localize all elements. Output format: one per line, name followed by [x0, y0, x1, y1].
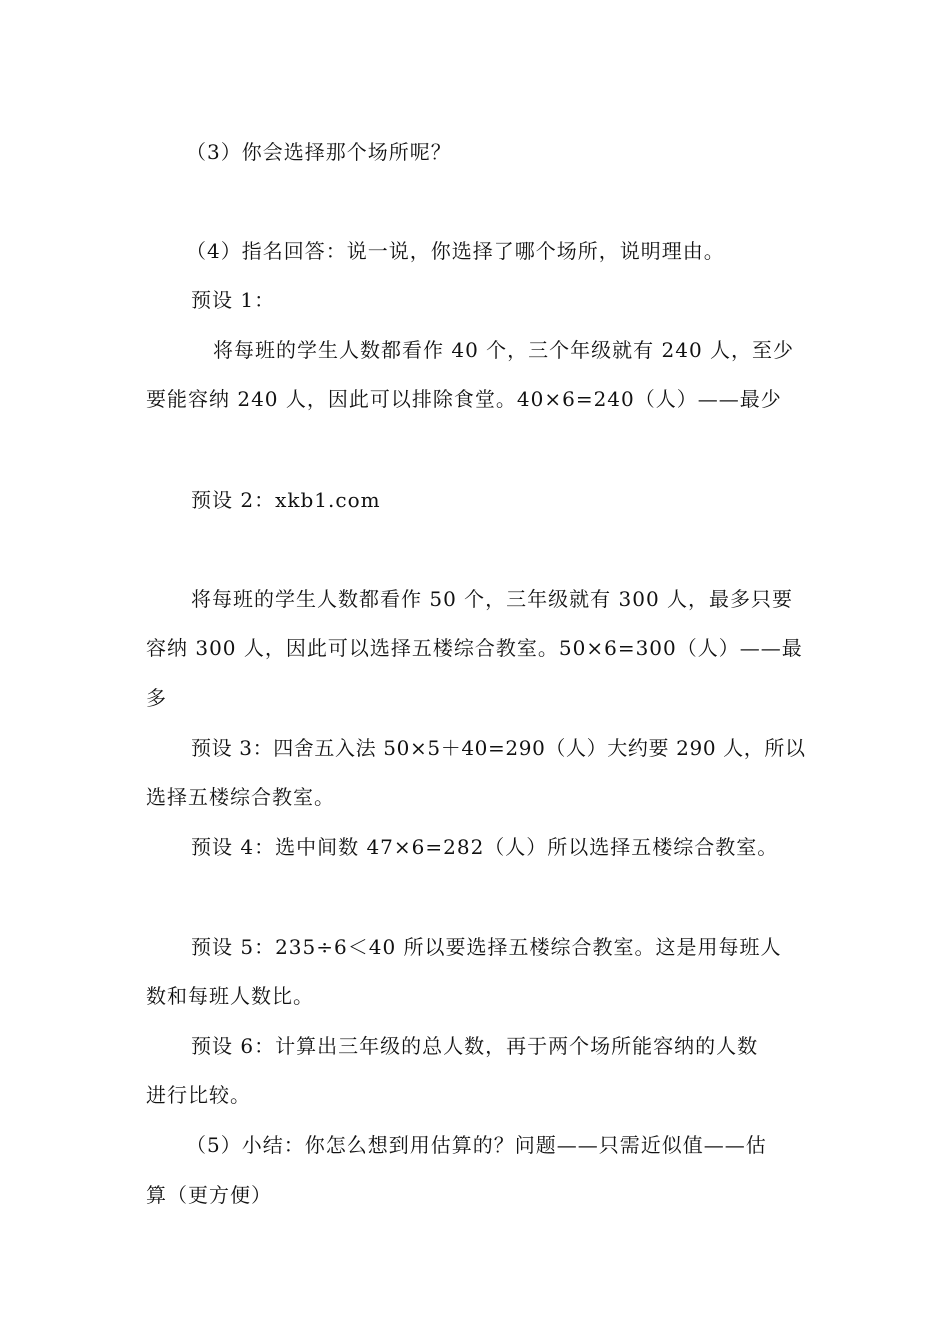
- text-line-preset3-2: 选择五楼综合教室。: [146, 785, 335, 809]
- text-line-preset1-heading: 预设 1：: [191, 288, 276, 312]
- text-line-preset5-1: 预设 5：235÷6＜40 所以要选择五楼综合教室。这是用每班人: [191, 935, 782, 959]
- text-line-preset2-body-2: 容纳 300 人，因此可以选择五楼综合教室。50×6=300（人）——最: [146, 636, 803, 660]
- text-line-preset6-1: 预设 6：计算出三年级的总人数，再于两个场所能容纳的人数: [191, 1034, 759, 1058]
- text-line-preset6-2: 进行比较。: [146, 1083, 251, 1107]
- text-line-preset2-heading: 预设 2：xkb1.com: [191, 488, 381, 512]
- text-line-preset1-body-2: 要能容纳 240 人，因此可以排除食堂。40×6=240（人）——最少: [146, 387, 782, 411]
- text-line-preset3-1: 预设 3：四舍五入法 50×5＋40=290（人）大约要 290 人，所以: [191, 736, 806, 760]
- text-line-preset2-body-3: 多: [146, 686, 167, 710]
- text-line-q4: （4）指名回答：说一说，你选择了哪个场所，说明理由。: [186, 239, 725, 263]
- text-line-preset4: 预设 4：选中间数 47×6=282（人）所以选择五楼综合教室。: [191, 835, 779, 859]
- text-line-preset1-body-1: 将每班的学生人数都看作 40 个，三个年级就有 240 人，至少: [213, 338, 795, 362]
- text-line-preset5-2: 数和每班人数比。: [146, 984, 314, 1008]
- text-line-summary-1: （5）小结：你怎么想到用估算的？问题——只需近似值——估: [186, 1133, 767, 1157]
- text-line-summary-2: 算（更方便）: [146, 1183, 272, 1207]
- text-line-preset2-body-1: 将每班的学生人数都看作 50 个，三年级就有 300 人，最多只要: [191, 587, 794, 611]
- text-line-q3: （3）你会选择那个场所呢？: [186, 140, 452, 164]
